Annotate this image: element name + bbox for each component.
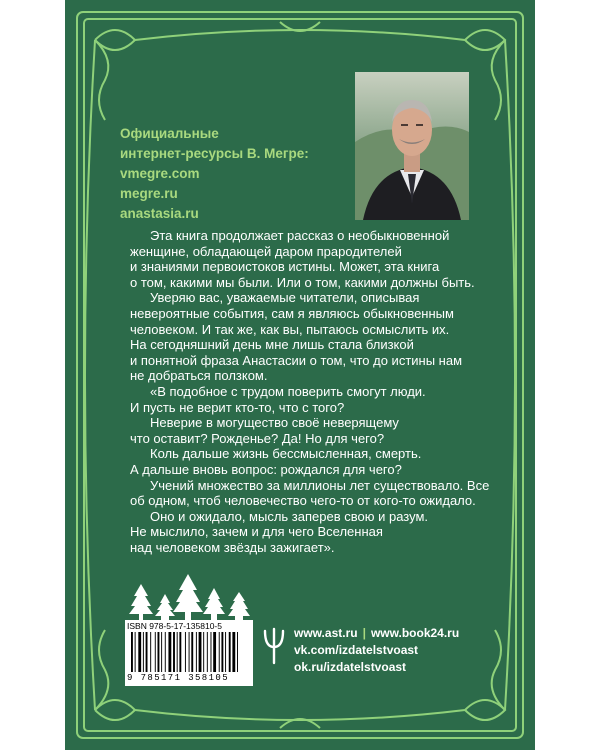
barcode-bar — [232, 632, 235, 672]
link-anastasia[interactable]: anastasia.ru — [120, 206, 199, 221]
barcode-bar — [237, 632, 238, 672]
link-ok[interactable]: ok.ru/izdatelstvoast — [294, 660, 407, 674]
text-line: Учений множество за миллионы лет существовало. Все — [150, 477, 490, 493]
annotation-text — [130, 228, 510, 555]
barcode-bar — [229, 632, 231, 672]
barcode-bar — [219, 632, 220, 672]
barcode-bars — [127, 632, 251, 672]
text-line: и понятной фраза Анастасии о том, что до истины нам — [130, 352, 463, 368]
barcode-bar — [155, 632, 156, 672]
barcode-bar — [158, 632, 160, 672]
link-vk[interactable]: vk.com/izdatelstvoast — [294, 643, 419, 657]
barcode-bar — [161, 632, 162, 672]
text-line: Коль дальше жизнь бессмысленная, смерть. — [150, 446, 422, 462]
barcode-bar — [135, 632, 136, 672]
barcode-digits: 9 785171 358105 — [127, 673, 230, 683]
barcode-bar — [165, 632, 166, 672]
publisher-sites — [294, 625, 459, 676]
barcode-bar — [189, 632, 190, 672]
author-photo — [355, 72, 469, 220]
separator: | — [362, 626, 366, 640]
text-line: женщине, обладающей даром прародителей — [130, 243, 402, 259]
text-line: человеком. И так же, как вы, пытаюсь осмыслить их. — [130, 321, 450, 337]
text-line: «В подобное с трудом поверить смогут люди. — [150, 383, 426, 399]
barcode-bar — [221, 632, 223, 672]
barcode-bar — [185, 632, 186, 672]
barcode-bar — [177, 632, 178, 672]
text-line: Оно и ожидало, мысль заперев свою и разум. — [150, 508, 428, 524]
link-megre[interactable]: megre.ru — [120, 186, 178, 201]
link-ast[interactable]: www.ast.ru — [294, 626, 358, 640]
isbn-number: ISBN 978-5-17-135810-5 — [127, 621, 222, 631]
barcode — [125, 620, 253, 686]
text-line: об одном, чтоб человечество чего-то от кого-то ожидало. — [130, 493, 476, 509]
ast-psi-logo — [262, 625, 286, 665]
barcode-bar — [196, 632, 197, 672]
barcode-bar — [146, 632, 148, 672]
barcode-bar — [211, 632, 212, 672]
text-line: над человеком звёзды зажигает». — [130, 539, 335, 555]
barcode-bar — [225, 632, 226, 672]
fir-trees-illustration — [125, 556, 253, 622]
barcode-bar — [131, 632, 133, 672]
text-line: не добраться ползком. — [130, 368, 268, 384]
text-line: и знаниями первоистоков истины. Может, эта книга — [130, 259, 440, 275]
text-line: На сегодняшний день мне лишь стала близкой — [130, 337, 414, 353]
link-book24[interactable]: www.book24.ru — [370, 626, 460, 640]
text-line: что оставит? Рожденье? Да! Но для чего? — [130, 430, 385, 446]
text-line: Не мыслило, зачем и для чего Вселенная — [130, 524, 383, 540]
links-heading-1: Официальные — [120, 126, 219, 141]
barcode-bar — [203, 632, 204, 672]
text-line: Эта книга продолжает рассказ о необыкновенной — [150, 228, 450, 243]
text-line: о том, какими мы были. Или о том, какими должны быть. — [130, 274, 475, 290]
barcode-bar — [191, 632, 193, 672]
author-links — [120, 124, 309, 224]
barcode-bar — [138, 632, 141, 672]
barcode-bar — [173, 632, 175, 672]
barcode-bar — [179, 632, 181, 672]
text-line: Уверяю вас, уважаемые читатели, описывая — [150, 290, 420, 306]
text-line: И пусть не верит кто-то, что с того? — [130, 399, 345, 415]
text-line: А дальше вновь вопрос: рождался для чего? — [130, 461, 402, 477]
barcode-bar — [213, 632, 216, 672]
links-heading-2: интернет-ресурсы В. Мегре: — [120, 146, 309, 161]
text-line: Неверие в могущество своё неверящему — [150, 415, 399, 431]
barcode-bar — [207, 632, 208, 672]
barcode-bar — [199, 632, 202, 672]
barcode-bar — [168, 632, 171, 672]
text-line: невероятные события, сам я являюсь обыкновенным — [130, 305, 454, 321]
barcode-bar — [143, 632, 144, 672]
barcode-bar — [150, 632, 151, 672]
link-vmegre[interactable]: vmegre.com — [120, 166, 200, 181]
